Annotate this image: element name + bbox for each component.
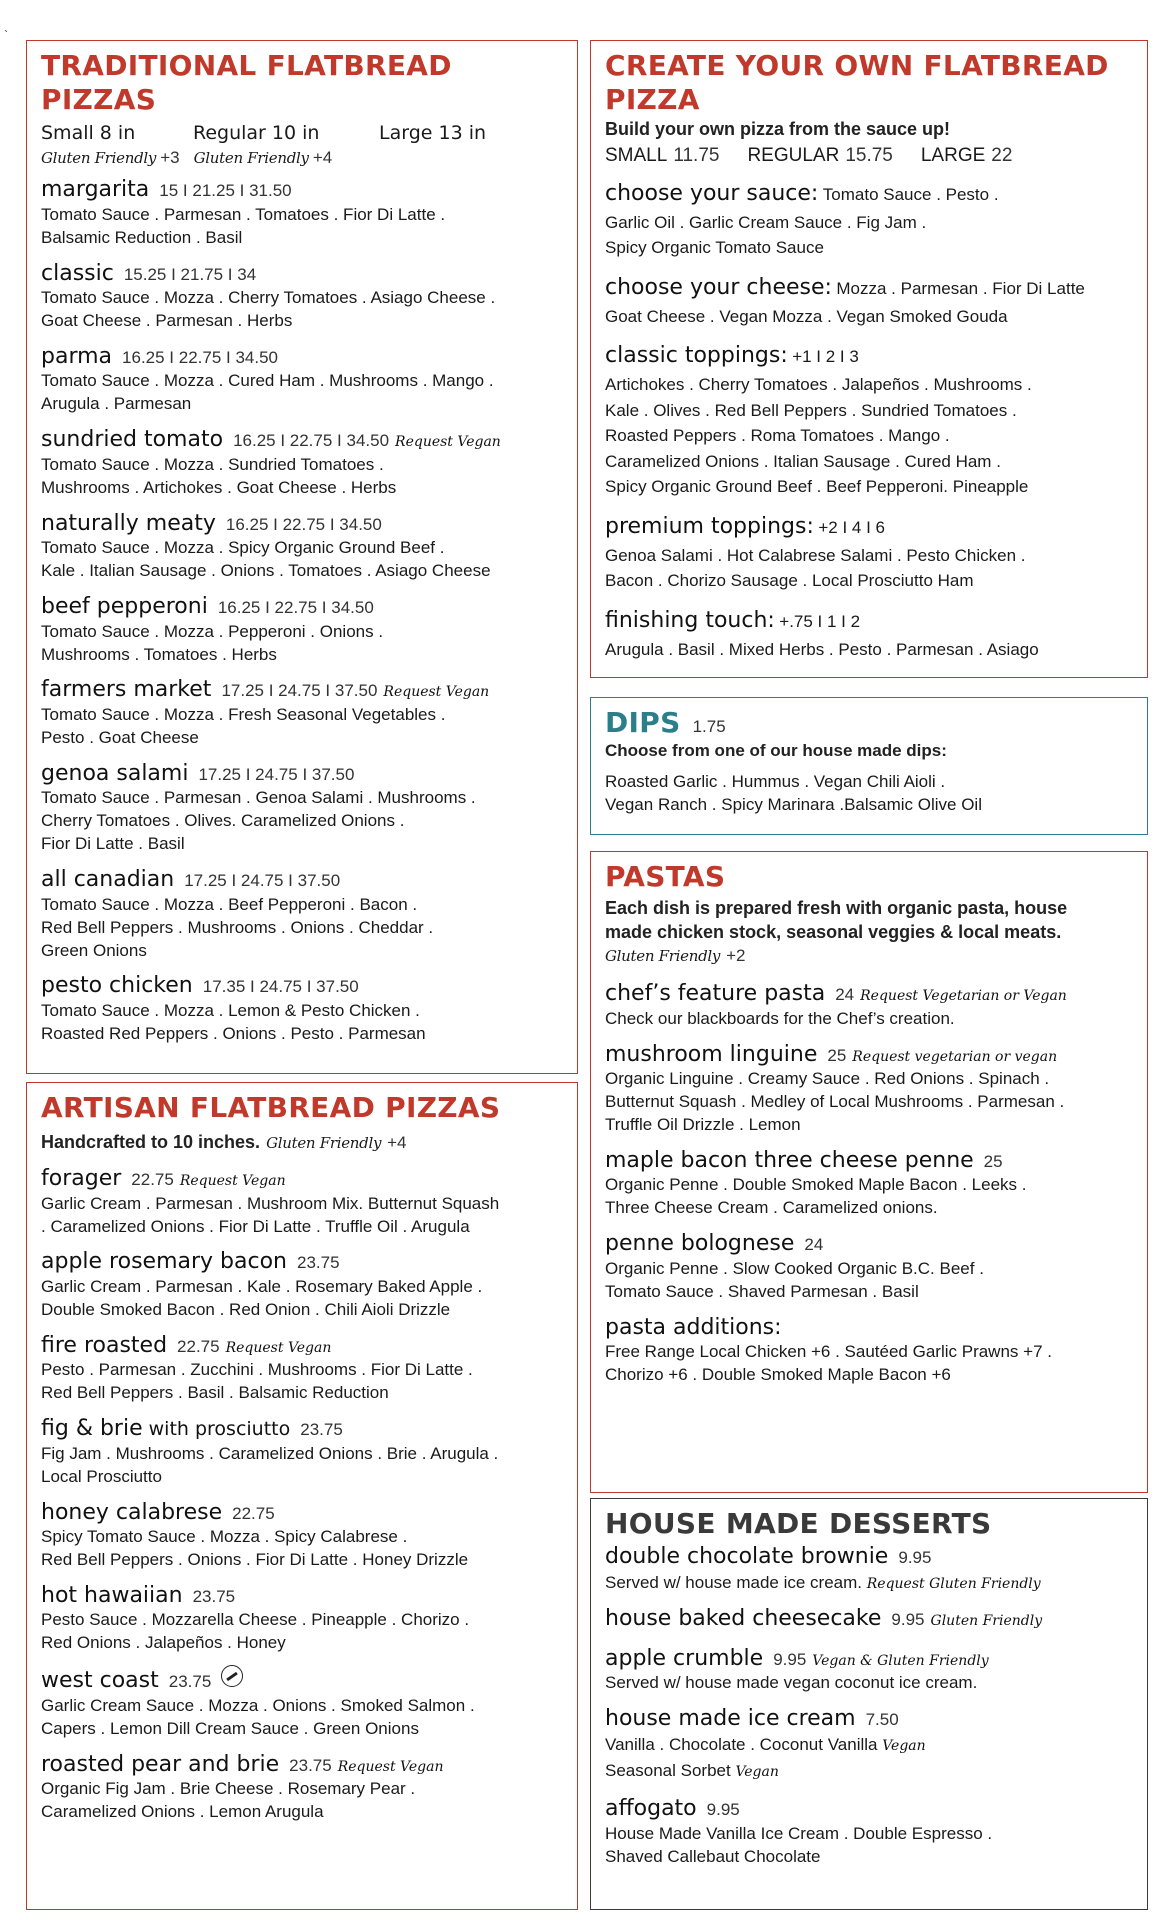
- menu-item: [41, 1499, 565, 1572]
- build-step-title: premium toppings:: [605, 513, 814, 539]
- item-description: Cherry Tomatoes . Olives. Caramelized Onions .: [41, 811, 405, 831]
- menu-item: [605, 1543, 1135, 1595]
- item-description: . Caramelized Onions . Fior Di Latte . Truffle Oil . Arugula: [41, 1216, 470, 1236]
- item-description: Fior Di Latte . Basil: [41, 834, 185, 854]
- item-price: 15.25 I 21.75 I 34: [123, 264, 257, 284]
- size-price: 15.75: [845, 144, 893, 166]
- item-head: [41, 1332, 565, 1360]
- item-name: house baked cheesecake: [605, 1606, 882, 1632]
- section-subtitle: Handcrafted to 10 inches.: [41, 1131, 261, 1152]
- menu-item: [41, 760, 565, 856]
- option-line: Roasted Peppers . Roma Tomatoes . Mango .: [605, 426, 950, 446]
- menu-item: [605, 1147, 1135, 1220]
- size-label: REGULAR: [747, 144, 840, 166]
- menu-item-list: [41, 1165, 565, 1824]
- item-price: 7.50: [865, 1709, 899, 1729]
- item-description: Red Onions . Jalapeños . Honey: [41, 1633, 286, 1653]
- menu-item: [41, 260, 565, 333]
- menu-item: [41, 1165, 565, 1238]
- option-line: Bacon . Chorizo Sausage . Local Prosciutto Ham: [605, 571, 974, 591]
- build-step-desc: [605, 304, 1135, 330]
- item-description: Kale . Italian Sausage . Onions . Tomatoes . Asiago Cheese: [41, 561, 491, 581]
- item-note: Request vegetarian or vegan: [852, 1048, 1058, 1065]
- item-description: Red Bell Peppers . Basil . Balsamic Reduction: [41, 1383, 389, 1403]
- build-step-sauce: [605, 181, 1135, 261]
- gf-label: Gluten Friendly: [266, 1133, 382, 1152]
- item-name: pasta additions:: [605, 1314, 782, 1340]
- size-large: Large 13 in: [379, 122, 487, 145]
- option-line: Spicy Organic Tomato Sauce: [605, 238, 824, 258]
- item-description: Green Onions: [41, 940, 147, 960]
- build-step-desc: [605, 210, 1135, 261]
- menu-item: [41, 1332, 565, 1405]
- item-price: 23.75: [192, 1586, 236, 1606]
- item-price: 23.75: [168, 1672, 212, 1692]
- item-name: roasted pear and brie: [41, 1751, 280, 1777]
- traditional-section: [26, 40, 578, 1074]
- item-note: Vegan: [735, 1763, 779, 1780]
- item-description: Garlic Cream . Parmesan . Kale . Rosemary Baked Apple .: [41, 1276, 483, 1296]
- build-step-options: Tomato Sauce . Pesto .: [822, 184, 999, 204]
- build-step-options: +2 I 4 I 6: [818, 517, 885, 537]
- dips-line: Vegan Ranch . Spicy Marinara .Balsamic Olive Oil: [605, 794, 982, 814]
- menu-item: [605, 1645, 1135, 1695]
- item-description: Fig Jam . Mushrooms . Caramelized Onions . Brie . Arugula .: [41, 1443, 499, 1463]
- size-label: LARGE: [920, 144, 986, 166]
- item-description: Butternut Squash . Medley of Local Mushrooms . Parmesan .: [605, 1092, 1065, 1112]
- item-price: 17.25 I 24.75 I 37.50: [184, 871, 341, 891]
- dips-list: [605, 771, 1135, 817]
- item-name: maple bacon three cheese penne: [605, 1147, 974, 1173]
- item-description: Three Cheese Cream . Caramelized onions.: [605, 1198, 938, 1218]
- gf-label: Gluten Friendly: [193, 149, 309, 168]
- size-options: [41, 122, 565, 144]
- desserts-section: [590, 1498, 1148, 1910]
- pastas-intro: [605, 896, 1135, 945]
- item-name: affogato: [605, 1796, 697, 1822]
- item-description: Tomato Sauce . Parmesan . Genoa Salami . Mushrooms .: [41, 788, 476, 808]
- item-description: Tomato Sauce . Mozza . Sundried Tomatoes .: [41, 454, 384, 474]
- item-price: 23.75: [300, 1420, 343, 1440]
- gluten-friendly-row: [41, 148, 565, 168]
- item-name: pesto chicken: [41, 973, 193, 999]
- menu-item: [41, 676, 565, 749]
- item-head: [41, 510, 565, 538]
- section-title: CREATE YOUR OWN FLATBREAD PIZZA: [605, 49, 1109, 116]
- item-name: forager: [41, 1166, 122, 1192]
- item-name: double chocolate brownie: [605, 1543, 889, 1569]
- dips-section: [590, 697, 1148, 835]
- item-head: [41, 1165, 565, 1193]
- build-step-options: +.75 I 1 I 2: [779, 611, 861, 631]
- item-head: [605, 1147, 1135, 1175]
- item-note: Request Vegan: [179, 1173, 286, 1190]
- menu-item: [41, 1415, 565, 1488]
- item-description: Tomato Sauce . Mozza . Pepperoni . Onions .: [41, 621, 384, 641]
- item-name: west coast: [41, 1668, 159, 1694]
- menu-item: [605, 1605, 1135, 1633]
- section-title: PASTAS: [605, 860, 726, 893]
- item-description: Tomato Sauce . Mozza . Fresh Seasonal Vegetables .: [41, 704, 446, 724]
- build-step-finishing: [605, 608, 1135, 663]
- item-price: 17.35 I 24.75 I 37.50: [202, 977, 359, 997]
- section-title: HOUSE MADE DESSERTS: [605, 1507, 992, 1540]
- item-price: 22.75: [232, 1503, 275, 1523]
- size-price: 11.75: [673, 144, 720, 166]
- item-note: Request Vegetarian or Vegan: [860, 988, 1067, 1005]
- build-step-classic: [605, 343, 1135, 500]
- item-description: Tomato Sauce . Mozza . Spicy Organic Ground Beef .: [41, 538, 445, 558]
- menu-item: [41, 972, 565, 1045]
- item-description: Truffle Oil Drizzle . Lemon: [605, 1115, 801, 1134]
- option-line: Garlic Oil . Garlic Cream Sauce . Fig Jam .: [605, 212, 927, 232]
- menu-item: [41, 426, 565, 499]
- build-step-desc: [605, 637, 1135, 663]
- item-description: Seasonal Sorbet: [605, 1760, 731, 1780]
- menu-item-list: [41, 176, 565, 1046]
- item-head: [41, 1751, 565, 1779]
- section-title: DIPS: [605, 706, 681, 739]
- item-head: [41, 343, 565, 371]
- gf-upcharge: +2: [726, 946, 746, 966]
- item-price: 22.75: [131, 1170, 174, 1190]
- menu-item: [41, 176, 565, 249]
- intro-line: made chicken stock, seasonal veggies & local meats.: [605, 921, 1062, 942]
- item-note: Request Vegan: [337, 1758, 444, 1775]
- item-head: [41, 1248, 565, 1276]
- build-step-desc: [605, 543, 1135, 594]
- build-steps: [605, 181, 1135, 663]
- gf-upcharge: +4: [387, 1132, 407, 1152]
- size-regular: Regular 10 in: [193, 122, 320, 145]
- build-step-head: [605, 181, 1135, 206]
- build-step-title: classic toppings:: [605, 343, 788, 369]
- gf-label: Gluten Friendly: [605, 947, 721, 966]
- item-description: Garlic Cream . Parmesan . Mushroom Mix. Butternut Squash: [41, 1193, 500, 1213]
- menu-item: [605, 1795, 1135, 1868]
- option-line: Kale . Olives . Red Bell Peppers . Sundried Tomatoes .: [605, 400, 1017, 420]
- item-head: [41, 1665, 565, 1695]
- gf-upcharge: +3: [160, 148, 180, 168]
- item-description: Vanilla . Chocolate . Coconut Vanilla: [605, 1735, 878, 1755]
- item-description: Red Bell Peppers . Mushrooms . Onions . Cheddar .: [41, 917, 434, 937]
- build-step-head: [605, 275, 1135, 300]
- item-description: Shaved Callebaut Chocolate: [605, 1846, 821, 1866]
- size-options: [605, 145, 1135, 167]
- item-description: Pesto . Goat Cheese: [41, 727, 199, 747]
- build-step-title: choose your sauce:: [605, 180, 819, 206]
- item-price: 16.25 I 22.75 I 34.50: [233, 431, 390, 451]
- menu-item: [41, 1751, 565, 1824]
- item-name: apple crumble: [605, 1645, 764, 1671]
- item-name: hot hawaiian: [41, 1582, 183, 1608]
- item-head: [41, 866, 565, 894]
- item-description: Pesto . Parmesan . Zucchini . Mushrooms . Fior Di Latte .: [41, 1360, 473, 1380]
- option-line: Caramelized Onions . Italian Sausage . Cured Ham .: [605, 451, 1001, 471]
- item-name-extra: with prosciutto: [148, 1418, 291, 1441]
- ocean-wise-icon: [221, 1665, 243, 1687]
- item-description: House Made Vanilla Ice Cream . Double Espresso .: [605, 1823, 993, 1843]
- item-name: house made ice cream: [605, 1705, 856, 1731]
- item-description: Organic Penne . Double Smoked Maple Bacon . Leeks .: [605, 1175, 1027, 1195]
- item-description: Tomato Sauce . Parmesan . Tomatoes . Fior Di Latte .: [41, 204, 446, 224]
- item-name: classic: [41, 260, 114, 286]
- option-line: Artichokes . Cherry Tomatoes . Jalapeños . Mushrooms .: [605, 375, 1032, 395]
- item-head: [41, 426, 565, 454]
- item-name: mushroom linguine: [605, 1041, 818, 1067]
- item-head: [605, 1314, 1135, 1342]
- menu-item: [41, 1665, 565, 1740]
- stray-mark: `: [4, 28, 8, 42]
- item-description: Organic Fig Jam . Brie Cheese . Rosemary Pear .: [41, 1779, 416, 1799]
- item-name: genoa salami: [41, 760, 189, 786]
- option-line: Spicy Organic Ground Beef . Beef Pepperoni. Pineapple: [605, 477, 1029, 497]
- item-description: Tomato Sauce . Mozza . Cured Ham . Mushrooms . Mango .: [41, 371, 494, 391]
- item-description: Spicy Tomato Sauce . Mozza . Spicy Calabrese .: [41, 1527, 408, 1547]
- item-description: Double Smoked Bacon . Red Onion . Chili Aioli Drizzle: [41, 1299, 451, 1319]
- item-price: 16.25 I 22.75 I 34.50: [122, 347, 278, 367]
- item-note: Request Vegan: [383, 684, 490, 701]
- size-small: Small 8 in: [41, 122, 136, 145]
- item-description: Organic Linguine . Creamy Sauce . Red Onions . Spinach .: [605, 1069, 1050, 1089]
- item-name: penne bolognese: [605, 1231, 795, 1257]
- item-description: Free Range Local Chicken +6 . Sautéed Garlic Prawns +7 .: [605, 1342, 1052, 1362]
- item-name: margarita: [41, 177, 150, 203]
- item-note: Gluten Friendly: [930, 1613, 1043, 1630]
- gf-label: Gluten Friendly: [41, 149, 157, 168]
- item-name: fig & brie: [41, 1416, 143, 1442]
- item-head: [41, 1415, 565, 1443]
- item-price: 22.75: [177, 1336, 220, 1356]
- menu-item: [605, 1314, 1135, 1387]
- build-step-title: choose your cheese:: [605, 274, 832, 300]
- item-head: [605, 1230, 1135, 1258]
- item-description: Tomato Sauce . Shaved Parmesan . Basil: [605, 1281, 919, 1301]
- menu-item: [41, 866, 565, 962]
- item-note: Request Vegan: [225, 1339, 332, 1356]
- build-step-head: [605, 608, 1135, 633]
- item-price: 15 I 21.25 I 31.50: [159, 181, 292, 201]
- size-label: SMALL: [605, 144, 668, 166]
- item-head: [41, 1499, 565, 1527]
- item-price: 24: [804, 1235, 824, 1255]
- pastas-section: [590, 851, 1148, 1493]
- create-your-own-section: [590, 40, 1148, 678]
- build-step-desc: [605, 372, 1135, 500]
- item-head: [41, 260, 565, 288]
- item-description: Garlic Cream Sauce . Mozza . Onions . Smoked Salmon .: [41, 1695, 475, 1715]
- item-description: Tomato Sauce . Mozza . Lemon & Pesto Chicken .: [41, 1000, 420, 1020]
- item-head: [41, 760, 565, 788]
- item-note: Vegan: [882, 1738, 926, 1755]
- item-price: 25: [983, 1151, 1003, 1171]
- item-price: 23.75: [297, 1253, 340, 1273]
- item-description: Tomato Sauce . Mozza . Cherry Tomatoes . Asiago Cheese .: [41, 288, 496, 308]
- item-name: parma: [41, 343, 113, 369]
- build-step-premium: [605, 514, 1135, 594]
- item-description: Arugula . Parmesan: [41, 394, 192, 414]
- menu-item-list: [605, 980, 1135, 1387]
- section-title: ARTISAN FLATBREAD PIZZAS: [41, 1091, 501, 1124]
- item-note: Request Gluten Friendly: [866, 1576, 1041, 1593]
- item-head: [605, 1041, 1135, 1069]
- intro-line: Each dish is prepared fresh with organic pasta, house: [605, 897, 1068, 918]
- item-price: 9.95: [706, 1800, 740, 1820]
- size-price: 22: [991, 144, 1013, 166]
- item-description: Tomato Sauce . Mozza . Beef Pepperoni . Bacon .: [41, 894, 418, 914]
- section-subtitle: Build your own pizza from the sauce up!: [605, 119, 951, 140]
- menu-item: [41, 593, 565, 666]
- section-title: TRADITIONAL FLATBREAD PIZZAS: [41, 49, 452, 116]
- item-description: Roasted Red Peppers . Onions . Pesto . Parmesan: [41, 1023, 426, 1043]
- item-description: Chorizo +6 . Double Smoked Maple Bacon +6: [605, 1365, 951, 1385]
- item-description: Check our blackboards for the Chef’s creation.: [605, 1008, 955, 1028]
- build-step-head: [605, 514, 1135, 539]
- item-description: Local Prosciutto: [41, 1466, 162, 1486]
- build-step-options: Mozza . Parmesan . Fior Di Latte: [836, 278, 1085, 298]
- menu-item: [605, 1230, 1135, 1303]
- item-note: Vegan & Gluten Friendly: [812, 1652, 989, 1669]
- item-price: 9.95: [773, 1649, 807, 1669]
- item-name: farmers market: [41, 677, 212, 703]
- item-head: [41, 1582, 565, 1610]
- menu-item: [41, 1248, 565, 1321]
- build-step-options: +1 I 2 I 3: [792, 347, 859, 367]
- item-head: [605, 980, 1135, 1008]
- menu-item: [605, 980, 1135, 1030]
- item-description: Served w/ house made ice cream.: [605, 1573, 863, 1593]
- item-name: apple rosemary bacon: [41, 1249, 287, 1275]
- option-line: Arugula . Basil . Mixed Herbs . Pesto . Parmesan . Asiago: [605, 639, 1039, 659]
- item-note: Request Vegan: [395, 434, 501, 451]
- item-head: [41, 676, 565, 704]
- item-name: naturally meaty: [41, 510, 216, 536]
- item-description: Red Bell Peppers . Onions . Fior Di Latte . Honey Drizzle: [41, 1550, 469, 1570]
- build-step-cheese: [605, 275, 1135, 330]
- item-name: honey calabrese: [41, 1499, 223, 1525]
- item-description: Goat Cheese . Parmesan . Herbs: [41, 311, 293, 330]
- menu-item: [605, 1705, 1135, 1784]
- option-line: Goat Cheese . Vegan Mozza . Vegan Smoked Gouda: [605, 306, 1008, 326]
- item-price: 23.75: [289, 1755, 332, 1775]
- item-head: [41, 176, 565, 204]
- item-description: Capers . Lemon Dill Cream Sauce . Green Onions: [41, 1718, 419, 1738]
- item-price: 17.25 I 24.75 I 37.50: [198, 764, 355, 784]
- item-price: 16.25 I 22.75 I 34.50: [217, 598, 374, 618]
- gf-upcharge: +4: [312, 148, 333, 168]
- item-description: Served w/ house made vegan coconut ice cream.: [605, 1673, 978, 1693]
- item-price: 25: [827, 1045, 847, 1065]
- artisan-subtitle-row: [41, 1131, 565, 1154]
- item-description: Balsamic Reduction . Basil: [41, 227, 243, 247]
- item-description: Pesto Sauce . Mozzarella Cheese . Pineapple . Chorizo .: [41, 1610, 470, 1630]
- item-description: Caramelized Onions . Lemon Arugula: [41, 1802, 324, 1822]
- dips-line: Roasted Garlic . Hummus . Vegan Chili Aioli .: [605, 771, 946, 791]
- item-name: all canadian: [41, 867, 175, 893]
- item-name: chef’s feature pasta: [605, 981, 826, 1007]
- item-head: [41, 593, 565, 621]
- item-price: 9.95: [891, 1610, 925, 1630]
- menu-item: [41, 343, 565, 416]
- menu-item: [41, 510, 565, 583]
- option-line: Genoa Salami . Hot Calabrese Salami . Pesto Chicken .: [605, 545, 1026, 565]
- menu-item: [605, 1041, 1135, 1137]
- build-step-head: [605, 343, 1135, 368]
- menu-item: [41, 1582, 565, 1655]
- item-name: sundried tomato: [41, 427, 224, 453]
- build-step-title: finishing touch:: [605, 607, 775, 633]
- dips-price: 1.75: [692, 717, 726, 736]
- item-description: Organic Penne . Slow Cooked Organic B.C. Beef .: [605, 1258, 984, 1278]
- section-subtitle: Choose from one of our house made dips:: [605, 740, 947, 760]
- artisan-section: [26, 1082, 578, 1910]
- item-description: Mushrooms . Artichokes . Goat Cheese . Herbs: [41, 477, 397, 497]
- item-name: beef pepperoni: [41, 594, 208, 620]
- item-price: 24: [835, 985, 855, 1005]
- item-price: 9.95: [898, 1547, 932, 1567]
- item-price: 17.25 I 24.75 I 37.50: [221, 681, 378, 701]
- item-head: [41, 972, 565, 1000]
- gluten-friendly-row: [605, 946, 1135, 966]
- item-price: 16.25 I 22.75 I 34.50: [225, 514, 382, 534]
- item-description: Mushrooms . Tomatoes . Herbs: [41, 644, 277, 664]
- item-name: fire roasted: [41, 1332, 168, 1358]
